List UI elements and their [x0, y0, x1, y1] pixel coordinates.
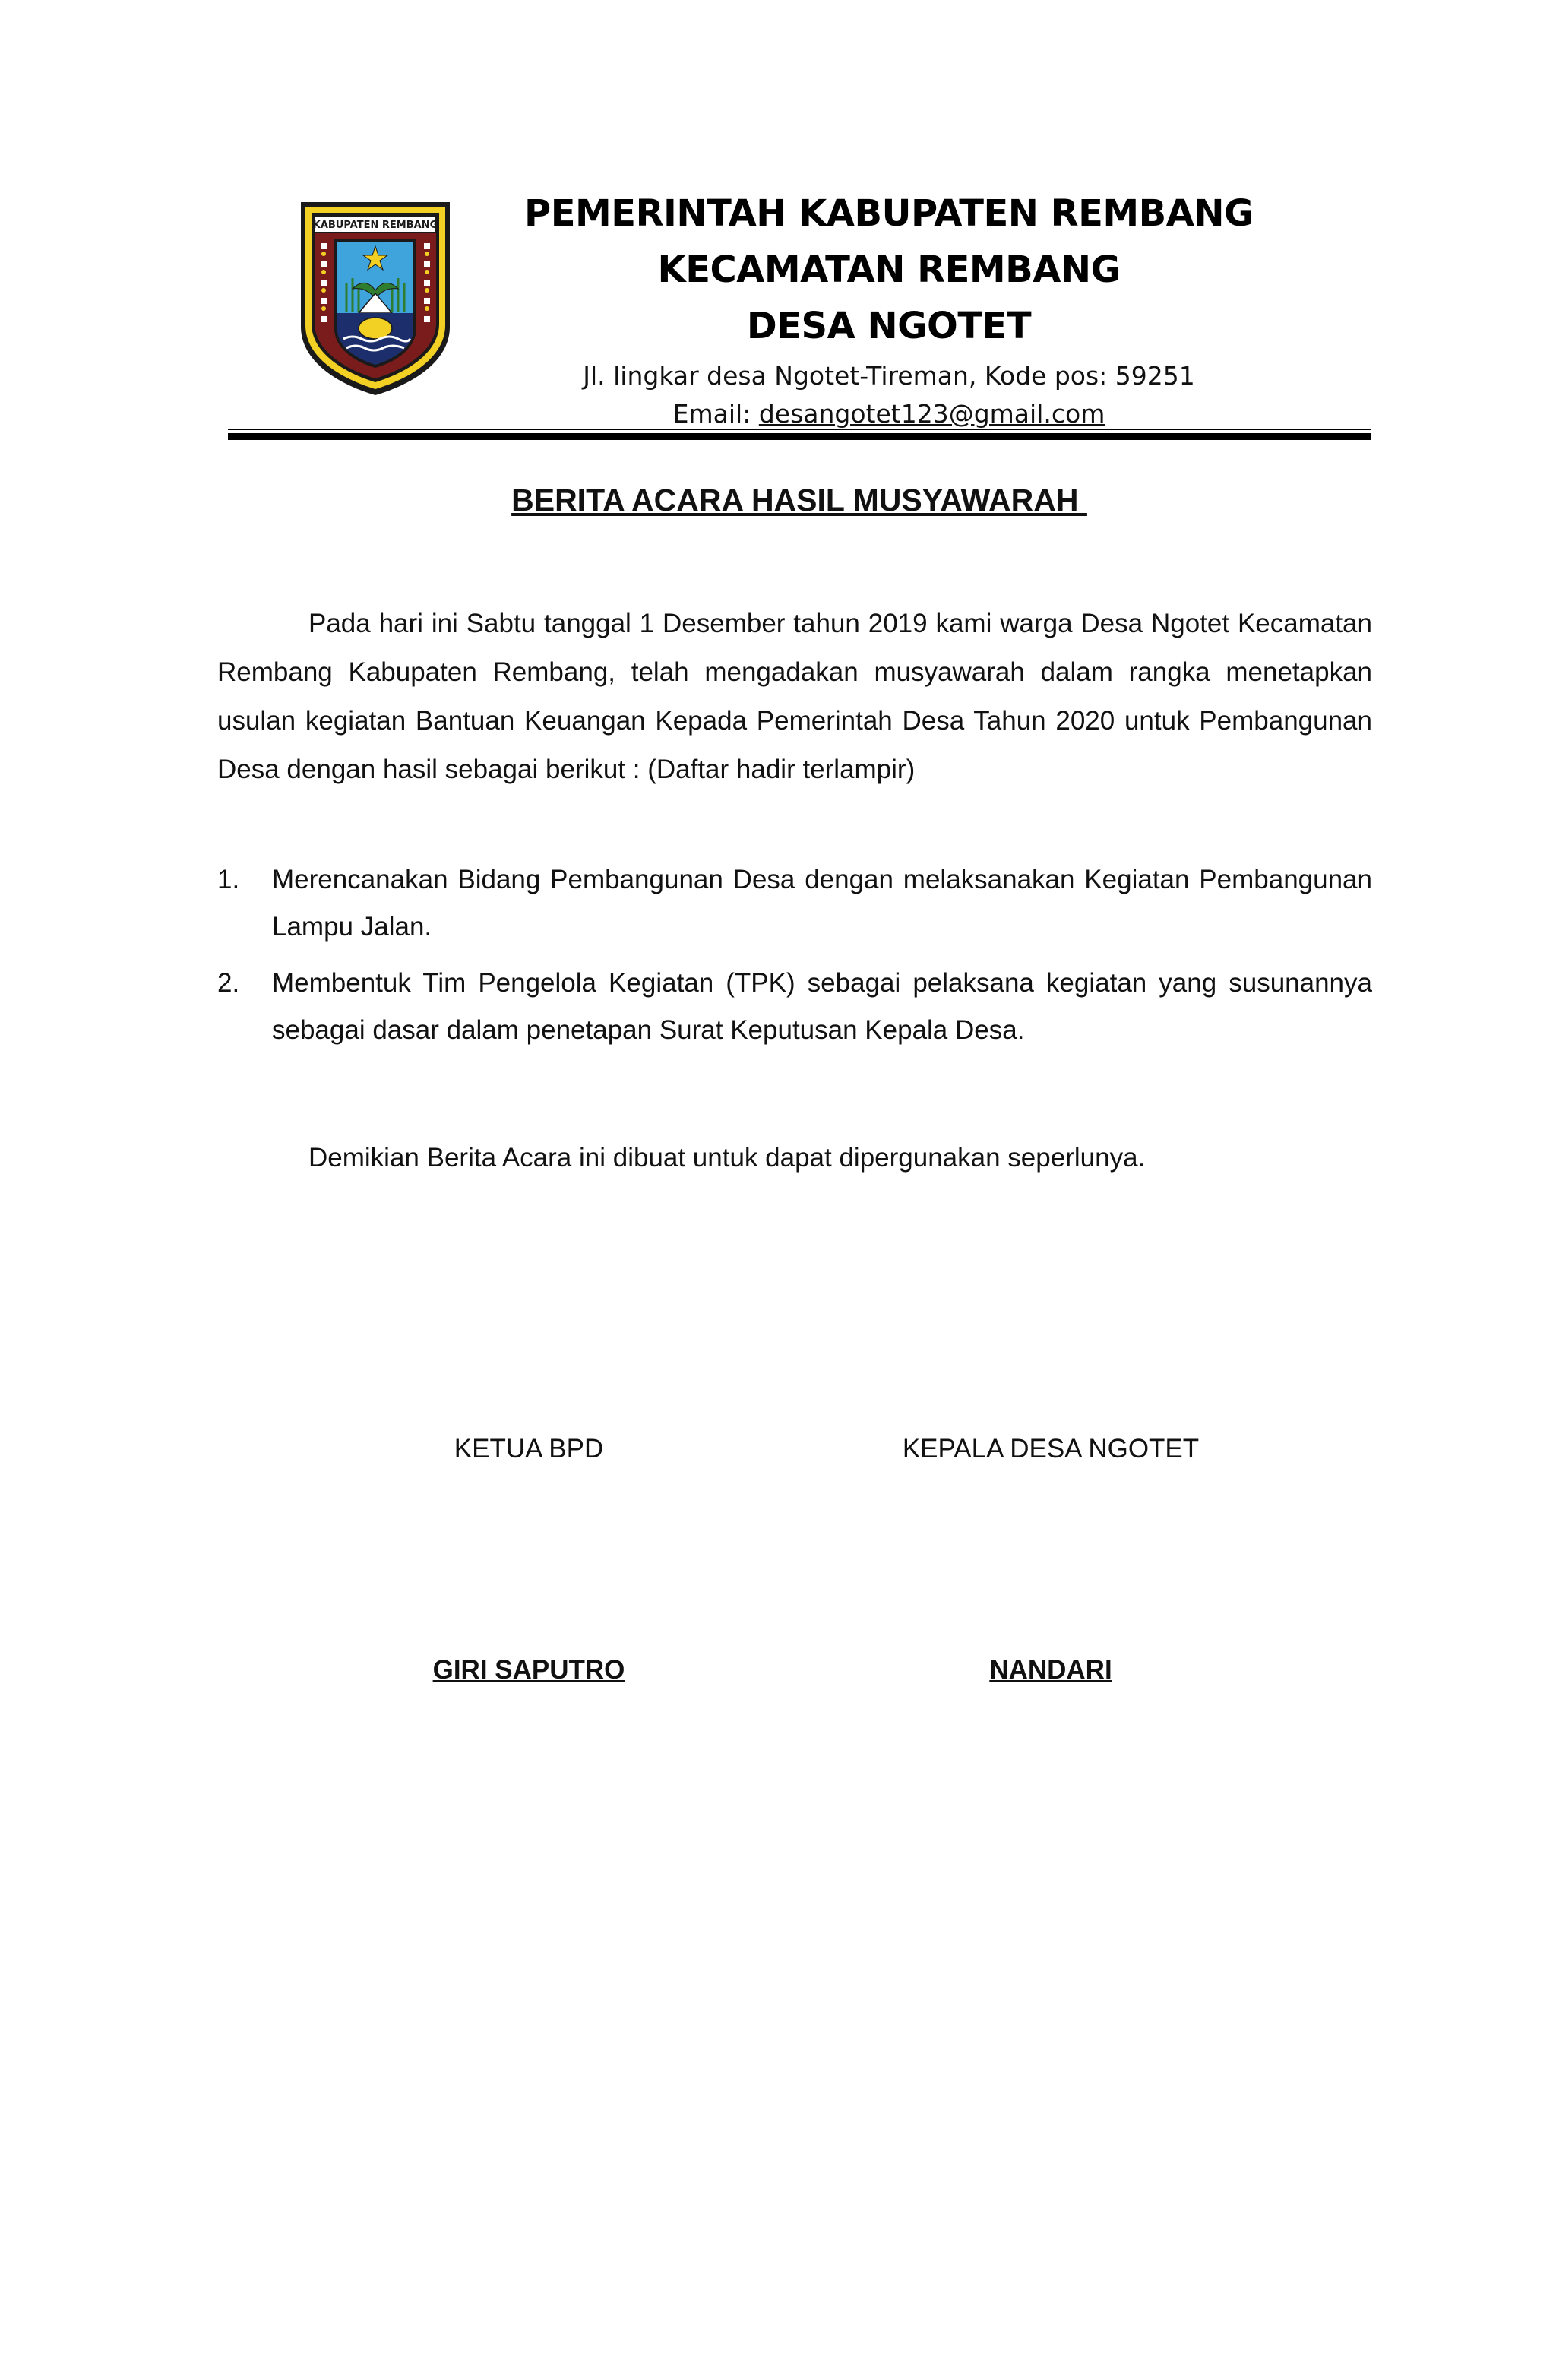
logo-banner-text: KABUPATEN REMBANG	[312, 220, 438, 231]
email-link[interactable]: desangotet123@gmail.com	[758, 399, 1105, 429]
letterhead-district: KECAMATAN REMBANG	[657, 248, 1121, 291]
signature-title-right: KEPALA DESA NGOTET	[902, 1434, 1200, 1464]
letterhead-rule-thin	[228, 429, 1371, 430]
letterhead-government: PEMERINTAH KABUPATEN REMBANG	[524, 192, 1254, 235]
signature-name-right: NANDARI	[989, 1655, 1112, 1685]
signature-name-left: GIRI SAPUTRO	[432, 1655, 625, 1685]
list-item	[217, 856, 1372, 951]
document-title: BERITA ACARA HASIL MUSYAWARAH	[511, 483, 1087, 517]
list-item-text: Membentuk Tim Pengelola Kegiatan (TPK) sebagai pelaksana kegiatan yang susunannya sebagai dasar dalam penetapan Surat Keputusan Kepala Desa.	[272, 968, 1372, 1045]
list-item-number: 2.	[217, 968, 240, 998]
email-label: Email:	[672, 399, 759, 429]
letterhead-village: DESA NGOTET	[746, 305, 1032, 347]
closing-statement: Demikian Berita Acara ini dibuat untuk dapat dipergunakan seperlunya.	[308, 1143, 1146, 1173]
decision-list	[217, 856, 1372, 1063]
letterhead-email-line	[471, 395, 1307, 433]
letterhead-rule-thick	[228, 433, 1371, 440]
coat-of-arms-logo	[298, 199, 453, 398]
opening-paragraph: Pada hari ini Sabtu tanggal 1 Desember tahun 2019 kami warga Desa Ngotet Kecamatan Rembang Kabupaten Rembang, telah mengadakan musyawarah dalam rangka menetapkan usulan kegiatan Bantuan Keuangan Kepada Pemerintah Desa Tahun 2020 untuk Pembangunan Desa dengan hasil sebagai berikut : (Daftar hadir terlampir)	[217, 609, 1372, 784]
letterhead	[471, 185, 1307, 433]
letterhead-address: Jl. lingkar desa Ngotet-Tireman, Kode pos: 59251	[583, 361, 1195, 391]
signature-title-left: KETUA BPD	[454, 1434, 604, 1464]
list-item-number: 1.	[217, 865, 240, 894]
list-item-text: Merencanakan Bidang Pembangunan Desa dengan melaksanakan Kegiatan Pembangunan Lampu Jalan.	[272, 865, 1372, 942]
list-item	[217, 960, 1372, 1054]
